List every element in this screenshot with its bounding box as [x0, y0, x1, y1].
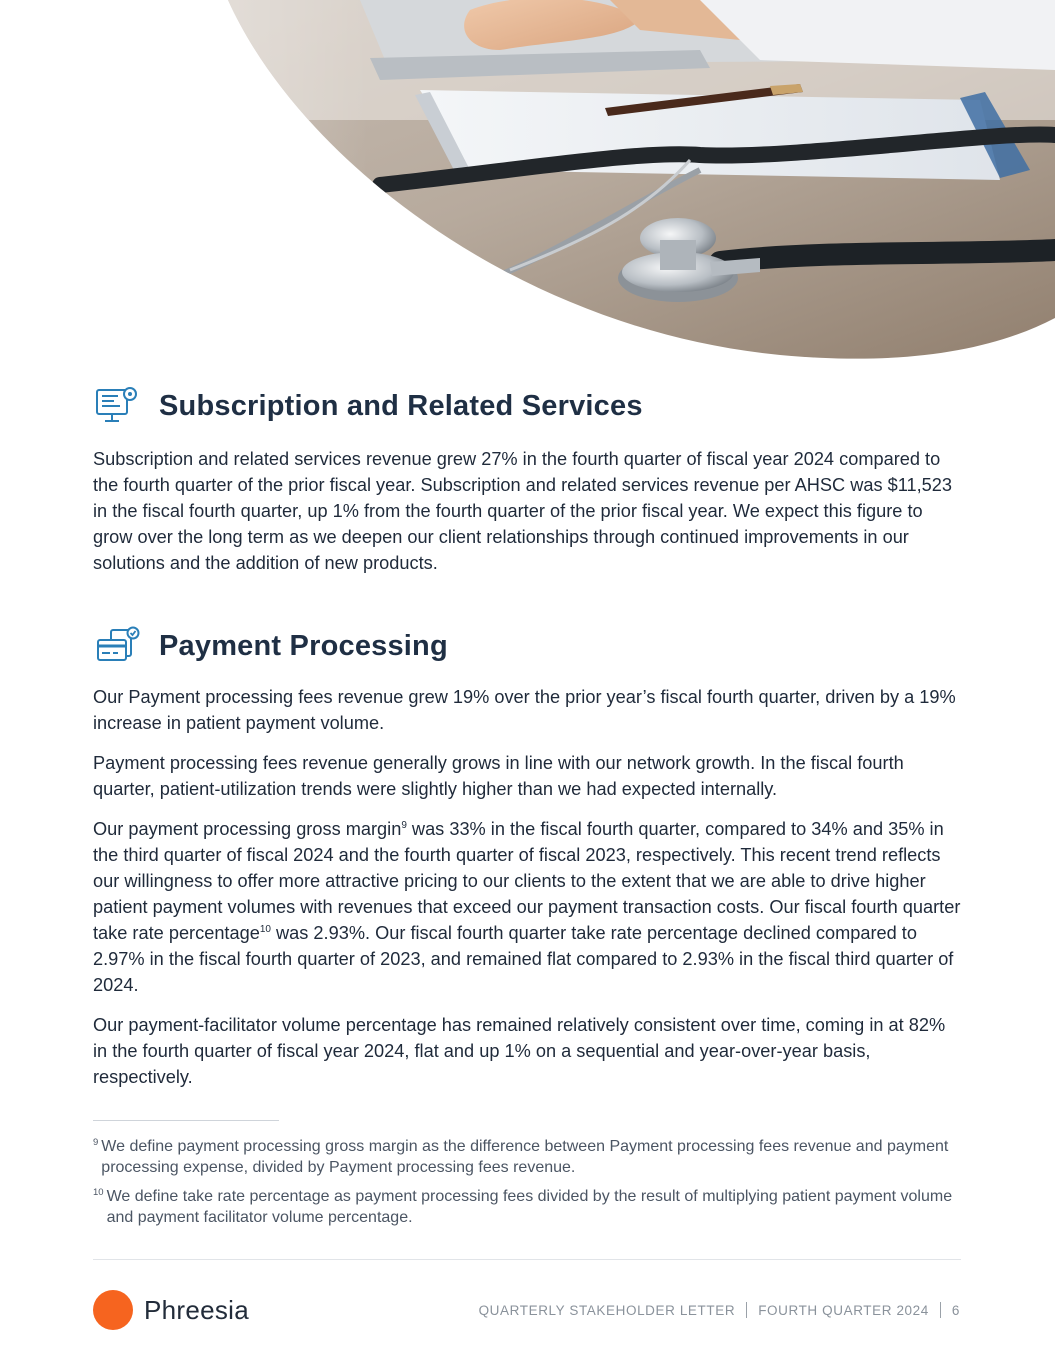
- letter-label: QUARTERLY STAKEHOLDER LETTER: [478, 1302, 736, 1318]
- page-number: 6: [951, 1302, 960, 1318]
- footnote-ref-10: 10: [259, 923, 271, 935]
- footnote-text: We define payment processing gross margin as the difference between Payment processing fees revenue and payment processing expense, divided by Payment processing fees revenue.: [101, 1138, 949, 1176]
- footnote-10: [93, 1186, 953, 1228]
- footnote-mark: 9: [93, 1137, 99, 1148]
- footnotes: [93, 1136, 953, 1236]
- phreesia-logo: [93, 1290, 249, 1330]
- section-payment-heading: [93, 624, 448, 668]
- gross-margin-paragraph: Our payment processing gross margin$^9$ was 33% in the fiscal fourth quarter, compared to 34% and 35% in the third quarter of fiscal 2024 and the fourth quarter of fiscal 2023, respectively. This recent trend reflects our willingness to offer more attractive pricing to our clients to the extent that we are able to drive higher patient payment volumes with revenues that exceed our payment transaction costs. Our fiscal fourth quarter take rate percentage$^{10}$ was 2.93%. Our fiscal fourth quarter take rate percentage declined compared to 2.97% in the fiscal fourth quarter of 2023, and remained flat compared to 2.93% in the fiscal third quarter of 2024.: [93, 819, 961, 995]
- footnote-divider: [93, 1120, 279, 1121]
- logo-text: Phreesia: [144, 1294, 250, 1325]
- paragraph: Subscription and related services revenue grew 27% in the fourth quarter of fiscal year 2024 compared to the fourth quarter of the prior fiscal year. Subscription and related services revenue per AHSC was $11,523 in the fiscal fourth quarter, up 1% from the fourth quarter of the prior fiscal year. We expect this figure to grow over the long term as we deepen our client relationships through continued improvements in our solutions and the addition of new products.: [93, 449, 952, 573]
- paragraph: Payment processing fees revenue generally grows in line with our network growth. In the fiscal fourth quarter, patient-utilization trends were slightly higher than we had expected internally.: [93, 753, 904, 799]
- footer-meta: [479, 1302, 960, 1318]
- section-subscription-heading: [93, 384, 643, 428]
- paragraph: Our Payment processing fees revenue grew 19% over the prior year’s fiscal fourth quarter, driven by a 19% increase in patient payment volume.: [93, 687, 956, 733]
- section-payment-body: [93, 684, 961, 1104]
- section-title: Subscription and Related Services: [159, 389, 643, 422]
- paragraph: Our payment-facilitator volume percentage has remained relatively consistent over time, coming in at 82% in the fourth quarter of fiscal year 2024, flat and up 1% on a sequential and year-over-year basis, respectively.: [93, 1015, 946, 1087]
- footnote-text: We define take rate percentage as payment processing fees divided by the result of multiplying patient payment volume and payment facilitator volume percentage.: [106, 1188, 953, 1226]
- separator: [940, 1302, 941, 1318]
- hero-image: [0, 0, 1055, 380]
- section-subscription-body: [93, 446, 961, 590]
- monitor-settings-icon: [93, 384, 141, 428]
- credit-card-receipt-icon: [93, 624, 141, 668]
- section-title: Payment Processing: [159, 629, 448, 662]
- footnote-9: [93, 1136, 953, 1178]
- logo-circle-icon: [93, 1290, 133, 1330]
- stethoscope-photo: [0, 0, 1055, 380]
- period-label: FOURTH QUARTER 2024: [758, 1302, 929, 1318]
- separator: [746, 1302, 747, 1318]
- footnote-ref-9: 9: [401, 819, 407, 831]
- footnote-mark: 10: [93, 1187, 104, 1198]
- footer-divider: [93, 1259, 961, 1260]
